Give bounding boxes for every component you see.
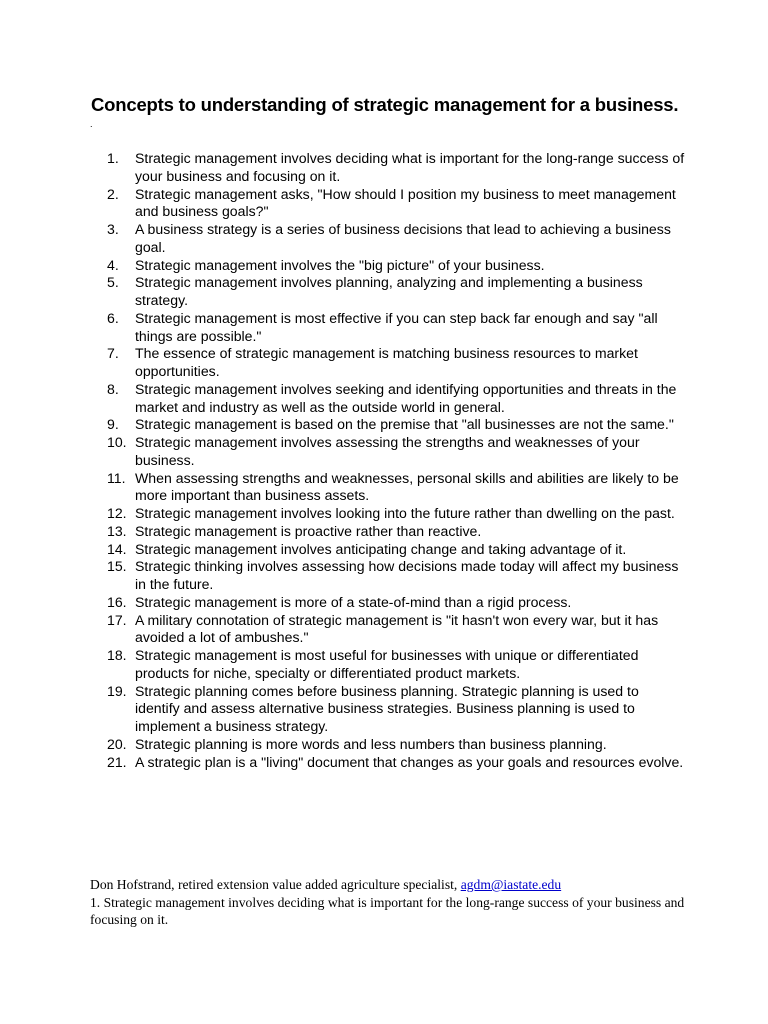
list-item-text: A military connotation of strategic management is "it hasn't won every war, but it has avoided a lot of ambushes." <box>135 611 659 646</box>
list-item <box>107 754 687 772</box>
list-item-text: Strategic planning is more words and less numbers than business planning. <box>135 735 607 752</box>
list-item-number: 7. <box>107 345 119 362</box>
list-item-text: Strategic planning comes before business planning. Strategic planning is used to identify and assess alternative business strategies. Business planning is used to implement a business strategy. <box>135 682 639 734</box>
list-item-number: 10. <box>107 434 127 450</box>
list-item <box>107 257 687 275</box>
list-item-text: Strategic management is most effective if you can step back far enough and say "all things are possible." <box>135 309 658 344</box>
list-item <box>107 647 687 683</box>
list-item-number: 16. <box>107 593 127 610</box>
author-credit: Don Hofstrand, retired extension value added agriculture specialist, <box>90 877 461 892</box>
list-item-text: Strategic management is most useful for businesses with unique or differentiated products for niche, specialty or differentiated product markets. <box>135 647 639 681</box>
list-item <box>107 221 687 257</box>
list-item-number: 19. <box>107 682 127 699</box>
list-item <box>107 470 687 506</box>
list-item <box>107 345 687 381</box>
page-title: Concepts to understanding of strategic management for a business. <box>91 94 679 115</box>
list-item-number: 4. <box>107 256 119 273</box>
list-item-text: The essence of strategic management is matching business resources to market opportunities. <box>135 345 638 379</box>
list-item-text: A business strategy is a series of business decisions that lead to achieving a business goal. <box>135 221 671 255</box>
list-item <box>107 736 687 754</box>
list-item-number: 8. <box>107 380 119 397</box>
list-item <box>107 505 687 523</box>
list-item <box>107 274 687 310</box>
list-item-number: 5. <box>107 274 119 291</box>
list-item-number: 17. <box>107 611 127 628</box>
list-item-number: 15. <box>107 558 127 575</box>
list-item-text: Strategic management involves the "big picture" of your business. <box>135 256 545 273</box>
list-item-text: Strategic management involves assessing the strengths and weaknesses of your business. <box>135 434 640 468</box>
list-item-text: Strategic management is more of a state-of-mind than a rigid process. <box>135 593 572 610</box>
list-item-text: Strategic management involves anticipating change and taking advantage of it. <box>135 540 627 557</box>
list-item-number: 12. <box>107 505 127 521</box>
list-item-number: 20. <box>107 735 127 752</box>
list-item <box>107 523 687 541</box>
list-item-text: Strategic management involves planning, analyzing and implementing a business strategy. <box>135 274 643 308</box>
list-item <box>107 594 687 612</box>
list-item-text: Strategic management is proactive rather than reactive. <box>135 522 482 539</box>
list-item <box>107 186 687 222</box>
list-item <box>107 541 687 559</box>
list-item <box>107 150 687 186</box>
list-item-text: Strategic thinking involves assessing how decisions made today will affect my business in the future. <box>135 558 679 592</box>
list-item-number: 2. <box>107 185 119 202</box>
list-item-text: When assessing strengths and weaknesses, personal skills and abilities are likely to be more important than business assets. <box>135 469 679 504</box>
list-item-text: Strategic management is based on the premise that "all businesses are not the same." <box>135 416 674 433</box>
list-item-number: 11. <box>107 469 126 486</box>
list-item-number: 3. <box>107 221 119 237</box>
list-item <box>107 683 687 736</box>
list-item <box>107 558 687 594</box>
concept-list <box>107 150 687 771</box>
author-line <box>90 876 690 894</box>
list-item-text: Strategic management involves deciding what is important for the long-range success of your business and focusing on it. <box>135 150 685 184</box>
list-item-text: Strategic management involves seeking and identifying opportunities and threats in the market and industry as well as the outside world in general. <box>135 380 677 415</box>
list-item-number: 18. <box>107 647 127 663</box>
email-link[interactable]: agdm@iastate.edu <box>460 877 562 892</box>
list-item-number: 6. <box>107 309 119 326</box>
subtitle-mark: . <box>90 119 93 129</box>
list-item-number: 21. <box>107 753 127 770</box>
list-item <box>107 434 687 470</box>
list-item <box>107 310 687 346</box>
list-item-number: 14. <box>107 540 127 557</box>
list-item-number: 1. <box>107 150 119 166</box>
list-item-number: 13. <box>107 522 127 539</box>
list-item <box>107 381 687 417</box>
list-item-text: Strategic management asks, "How should I position my business to meet management and business goals?" <box>135 185 676 220</box>
footer <box>90 876 690 929</box>
list-item <box>107 416 687 434</box>
list-item-text: A strategic plan is a "living" document that changes as your goals and resources evolve. <box>135 753 684 770</box>
list-item <box>107 612 687 648</box>
list-item-text: Strategic management involves looking into the future rather than dwelling on the past. <box>135 505 675 521</box>
list-item-number: 9. <box>107 416 119 433</box>
footer-note: 1. Strategic management involves deciding what is important for the long-range success of your business and focusing on it. <box>90 894 685 927</box>
